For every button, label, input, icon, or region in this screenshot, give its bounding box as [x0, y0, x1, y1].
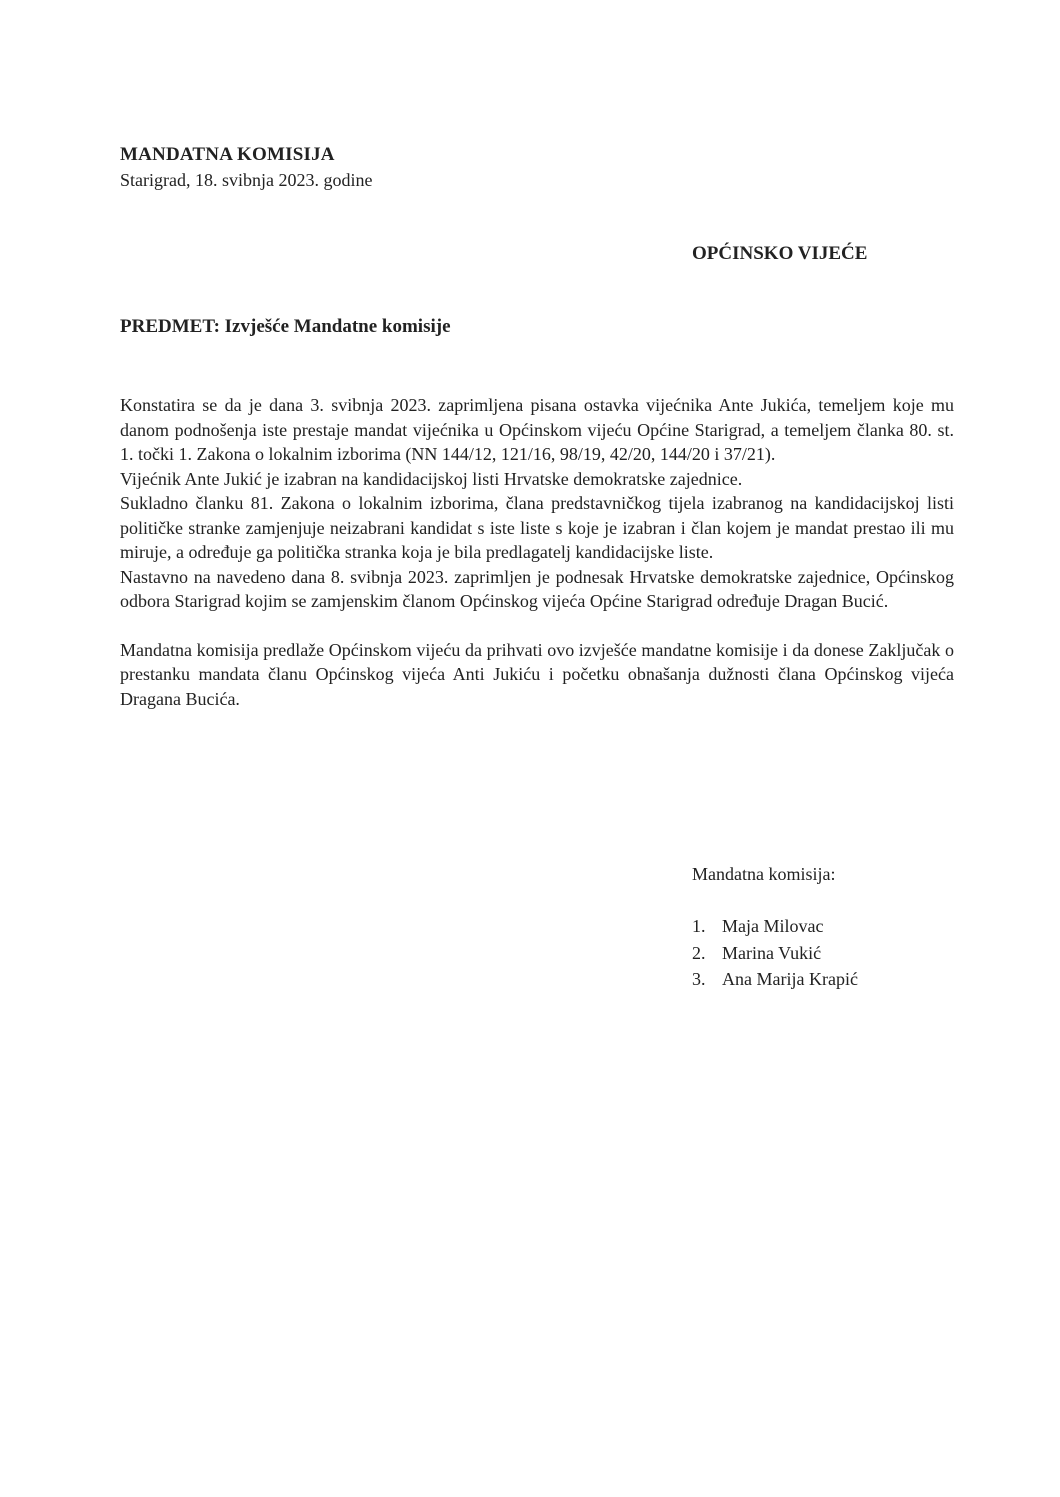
body-paragraph: Konstatira se da je dana 3. svibnja 2023. zaprimljena pisana ostavka vijećnika Ante Jukića, temeljem koje mu danom podnošenja iste prestaje mandat vijećnika u Općinskom vijeću Općine Starigrad, a temeljem članka 80. st. 1. točki 1. Zakona o lokalnim izborima (NN 144/12, 121/16, 98/19, 42/20, 144/20 i 37/21). [120, 395, 954, 464]
list-item [692, 913, 858, 940]
body-text [120, 393, 954, 711]
member-number: 3. [692, 969, 706, 989]
body-paragraph: Nastavno na navedeno dana 8. svibnja 2023. zaprimljen je podnesak Hrvatske demokratske zajednice, Općinskog odbora Starigrad kojim se zamjenskim članom Općinskog vijeća Općine Starigrad određuje Dragan Bucić. [120, 566, 954, 611]
member-list [692, 913, 858, 993]
recipient: OPĆINSKO VIJEĆE [692, 243, 868, 264]
signature-title: Mandatna komisija: [692, 864, 836, 884]
body-paragraph: Mandatna komisija predlaže Općinskom vijeću da prihvati ovo izvješće mandatne komisije i da donese Zaključak o prestanku mandata članu Općinskog vijeća Anti Jukiću i početku obnašanja dužnosti člana Općinskog vijeća Dragana Bucića. [120, 639, 954, 709]
member-number: 2. [692, 942, 706, 963]
list-item [692, 940, 858, 967]
body-paragraph: Sukladno članku 81. Zakona o lokalnim izborima, člana predstavničkog tijela izabranog na kandidacijskoj listi političke stranke zamjenjuje neizabrani kandidat s iste liste s koje je izabran i član kojem je mandat prestao ili mu miruje, a određuje ga politička stranka koja je bila predlagatelj kandidacijske liste. [120, 493, 954, 562]
member-number: 1. [692, 916, 706, 936]
body-paragraph: Vijećnik Ante Jukić je izabran na kandidacijskoj listi Hrvatske demokratske zajednice. [120, 468, 743, 489]
list-item [692, 966, 858, 993]
member-name: Maja Milovac [722, 916, 824, 936]
member-name: Ana Marija Krapić [722, 969, 858, 989]
subject-line: PREDMET: Izvješće Mandatne komisije [120, 316, 451, 337]
member-name: Marina Vukić [722, 942, 822, 963]
sender-date: Starigrad, 18. svibnja 2023. godine [120, 170, 373, 190]
sender-title: MANDATNA KOMISIJA [120, 144, 335, 165]
